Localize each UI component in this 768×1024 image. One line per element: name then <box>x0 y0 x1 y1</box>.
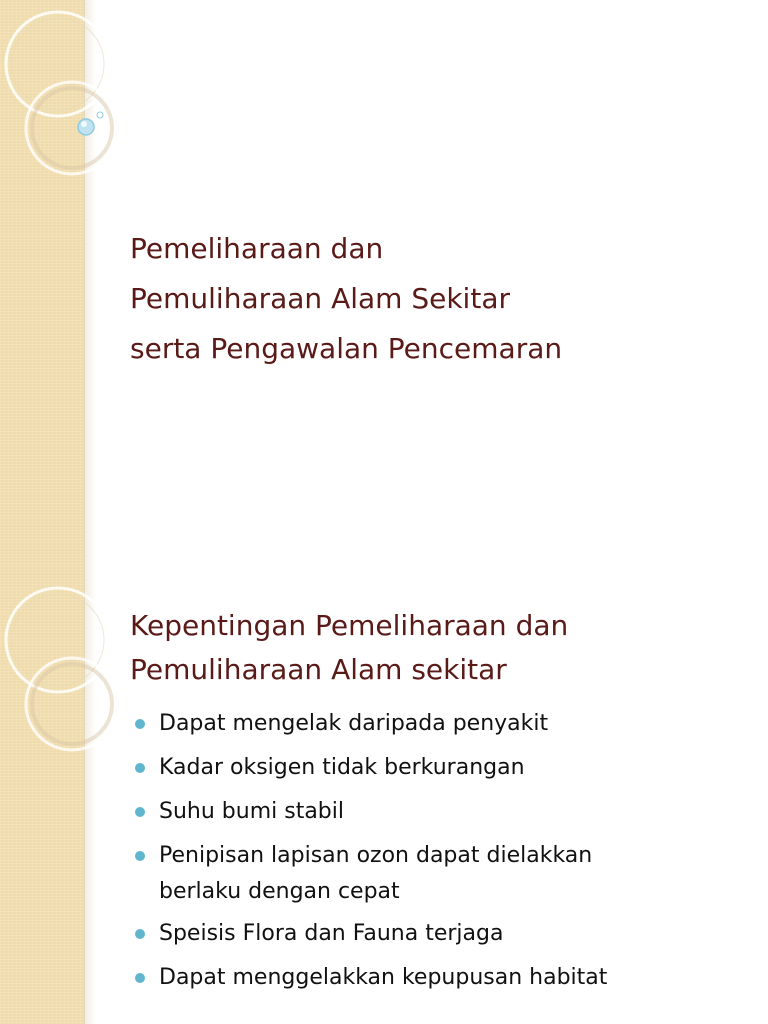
bullet-text: Kadar oksigen tidak berkurangan <box>159 755 525 780</box>
list-item <box>130 790 750 834</box>
slide-2 <box>0 576 768 1024</box>
bullet-text: Dapat mengelak daripada penyakit <box>159 711 549 736</box>
bullet-dot-icon <box>135 973 145 983</box>
list-item <box>130 956 750 1000</box>
slide-1-title-line: serta Pengawalan Pencemaran <box>130 332 563 365</box>
decorative-rings-icon <box>0 0 120 200</box>
bullet-dot-icon <box>135 719 145 729</box>
list-item <box>130 834 750 912</box>
bullet-dot-icon <box>135 807 145 817</box>
bullet-text: Suhu bumi stabil <box>159 799 344 824</box>
list-item <box>130 912 750 956</box>
slide-2-title <box>130 604 568 692</box>
bullet-text-continuation: berlaku dengan cepat <box>159 879 400 904</box>
bullet-list <box>130 702 750 1000</box>
slide-1-title <box>130 224 562 374</box>
bullet-text: Penipisan lapisan ozon dapat dielakkan <box>159 843 593 868</box>
slide-2-title-line: Kepentingan Pemeliharaan dan <box>130 609 569 642</box>
decorative-rings-icon <box>0 576 120 776</box>
list-item <box>130 702 750 746</box>
bullet-text: Speisis Flora dan Fauna terjaga <box>159 921 504 946</box>
bullet-dot-icon <box>135 929 145 939</box>
slide-1-title-line: Pemeliharaan dan <box>130 232 384 265</box>
bullet-dot-icon <box>135 763 145 773</box>
bullet-text: Dapat menggelakkan kepupusan habitat <box>159 965 608 990</box>
slide-2-title-line: Pemuliharaan Alam sekitar <box>130 653 507 686</box>
bullet-dot-icon <box>135 851 145 861</box>
list-item <box>130 746 750 790</box>
slide-1-title-line: Pemuliharaan Alam Sekitar <box>130 282 510 315</box>
